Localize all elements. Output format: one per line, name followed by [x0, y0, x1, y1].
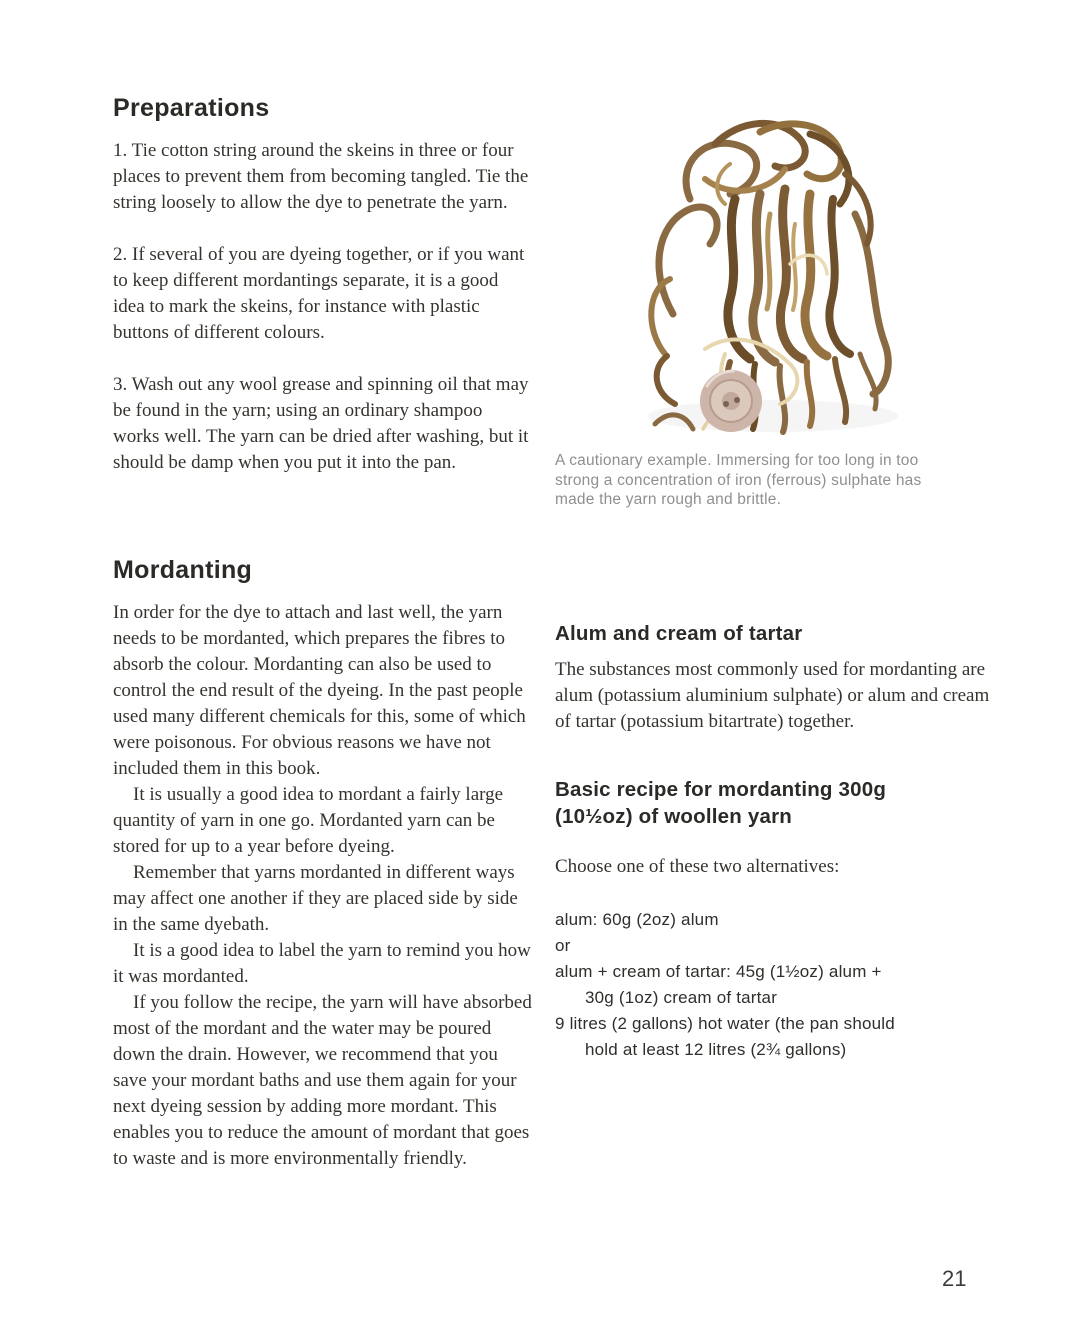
page-number: 21	[942, 1266, 967, 1291]
recipe-line-or: or	[555, 936, 571, 955]
mordanting-paragraph-1: In order for the dye to attach and last well, the yarn needs to be mordanted, which prepares the fibres to absorb the colour. Mordanting can also be used to control the end result of the dyeing. In the past people used many different chemicals for this, some of which were poisonous. For obvious reasons we have not included them in this book.	[113, 602, 526, 779]
alum-body: The substances most commonly used for mordanting are alum (potassium aluminium sulphate) or alum and cream of tartar (potassium bitartrate) together.	[555, 659, 990, 732]
mordanting-heading: Mordanting	[113, 556, 253, 584]
preparations-heading: Preparations	[113, 94, 270, 122]
mordanting-paragraph-5: If you follow the recipe, the yarn will have absorbed most of the mordant and the water may be poured down the drain. However, we recommend that you save your mordant baths and use them again for your next dyeing session by adding more mordant. This enables you to reduce the amount of mordant that goes to waste and is more environmentally friendly.	[113, 992, 532, 1169]
alum-heading: Alum and cream of tartar	[555, 622, 803, 645]
yarn-photo-figure	[555, 104, 1007, 510]
recipe-line-alum-tartar-cont: 30g (1oz) cream of tartar	[585, 988, 778, 1007]
mordanting-paragraph-4: It is a good idea to label the yarn to remind you how it was mordanted.	[113, 940, 531, 987]
recipe-line-alum-tartar: alum + cream of tartar: 45g (1½oz) alum +	[555, 962, 882, 981]
preparations-paragraph-1: 1. Tie cotton string around the skeins in three or four places to prevent them from becoming tangled. Tie the string loosely to allow the dye to penetrate the yarn.	[113, 140, 529, 213]
recipe-list	[555, 907, 1007, 1063]
preparations-paragraph-3: 3. Wash out any wool grease and spinning oil that may be found in the yarn; using an ordinary shampoo works well. The yarn can be dried after washing, but it should be damp when you put it into the pan.	[113, 374, 529, 473]
mordanting-paragraph-3: Remember that yarns mordanted in different ways may affect one another if they are placed side by side in the same dyebath.	[113, 862, 518, 935]
yarn-photo	[555, 104, 1007, 444]
recipe-line-water: 9 litres (2 gallons) hot water (the pan should	[555, 1014, 895, 1033]
recipe-line-water-cont: hold at least 12 litres (2¾ gallons)	[585, 1040, 847, 1059]
recipe-intro: Choose one of these two alternatives:	[555, 856, 840, 877]
recipe-heading: Basic recipe for mordanting 300g (10½oz) of woollen yarn	[555, 778, 887, 828]
alum-section	[555, 620, 1007, 1063]
button-marker	[700, 370, 762, 432]
recipe-line-alum: alum: 60g (2oz) alum	[555, 910, 719, 929]
preparations-paragraph-2: 2. If several of you are dyeing together, or if you want to keep different mordantings separate, it is a good idea to mark the skeins, for instance with plastic buttons of different colours.	[113, 244, 525, 343]
photo-caption: A cautionary example. Immersing for too long in too strong a concentration of iron (ferrous) sulphate has made the yarn rough and brittle.	[555, 452, 922, 508]
mordanting-section	[113, 556, 533, 1172]
mordanting-paragraph-2: It is usually a good idea to mordant a fairly large quantity of yarn in one go. Mordanted yarn can be stored for up to a year before dyeing.	[113, 784, 504, 857]
yarn-skein-graphic	[555, 104, 1007, 444]
preparations-section	[113, 94, 529, 476]
